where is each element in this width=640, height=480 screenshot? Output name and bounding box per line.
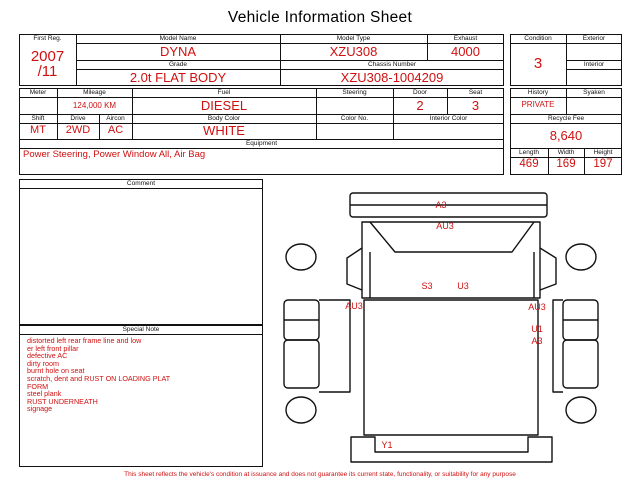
mark-front-top: A3	[435, 200, 447, 210]
shift-label: Shift	[31, 115, 45, 122]
equipment-value: Power Steering, Power Window All, Air Bag	[23, 149, 206, 160]
comment-box	[19, 179, 263, 325]
condition-label: Condition	[524, 35, 552, 42]
grade-label: Grade	[168, 61, 188, 68]
exhaust-value: 4000	[451, 44, 480, 59]
model-type-value: XZU308	[329, 44, 378, 59]
special-note-line: scratch, dent and RUST ON LOADING PLAT	[27, 374, 171, 383]
fuel-label: Fuel	[217, 89, 231, 96]
sheet-title: Vehicle Information Sheet	[227, 9, 413, 26]
history-value: PRIVATE	[521, 100, 555, 109]
condition-value: 3	[533, 55, 543, 72]
left-mirror	[347, 248, 362, 290]
special-note-line: dirty room	[27, 358, 59, 368]
special-note-line: distorted left rear frame line and low	[27, 336, 142, 345]
width-label: Width	[557, 149, 575, 156]
door-label: Door	[412, 89, 428, 96]
mark-right-side-3: A3	[531, 336, 543, 346]
left-side-rear-panel	[284, 340, 319, 388]
meter-label: Meter	[29, 89, 47, 96]
mark-cab-mid-left: S3	[421, 281, 433, 291]
length-value: 469	[519, 158, 539, 170]
truck-damage-diagram	[266, 178, 636, 470]
height-value: 197	[593, 158, 613, 170]
interior-label: Interior	[583, 61, 605, 68]
mark-right-side-1: AU3	[528, 302, 546, 312]
door-value: 2	[416, 98, 424, 113]
special-note-line: signage	[27, 404, 53, 414]
right-mirror	[540, 248, 556, 290]
model-name-value: DYNA	[159, 44, 197, 59]
shift-value: MT	[30, 124, 46, 136]
height-label: Height	[593, 149, 613, 156]
seat-label: Seat	[468, 89, 483, 96]
front-right-wheel	[566, 244, 596, 270]
mark-right-side-2: U1	[531, 324, 543, 334]
drive-label: Drive	[70, 115, 86, 122]
model-type-label: Model Type	[336, 35, 371, 42]
seat-value: 3	[471, 98, 480, 113]
mileage-label: Mileage	[83, 89, 106, 96]
comment-label: Comment	[126, 180, 156, 187]
first-reg-month: /11	[37, 63, 58, 80]
color-no-label: Color No.	[340, 115, 369, 122]
exterior-label: Exterior	[582, 35, 606, 42]
special-note-line: er left front pillar	[27, 343, 79, 353]
width-value: 169	[556, 158, 576, 170]
first-reg-label: First Reg.	[33, 35, 62, 42]
history-label: History	[527, 89, 549, 96]
rear-left-wheel	[286, 397, 316, 423]
right-side-rear-panel	[563, 340, 598, 388]
recycle-fee-value: 8,640	[549, 128, 583, 143]
special-note-line: defective AC	[27, 351, 68, 361]
recycle-fee-label: Recycle Fee	[547, 115, 585, 122]
exhaust-label: Exhaust	[453, 35, 478, 42]
syaken-label: Syaken	[583, 89, 605, 96]
equipment-label: Equipment	[245, 140, 278, 147]
drive-value: 2WD	[65, 124, 91, 136]
disclaimer-footer: This sheet reflects the vehicle's condition at issuance and does not guarantee its current state, functionality, or suitability for any purpose	[124, 471, 516, 478]
mark-left-side: AU3	[345, 301, 363, 311]
front-left-wheel	[286, 244, 316, 270]
cargo-bed-outline	[364, 300, 538, 435]
rear-right-wheel	[566, 397, 596, 423]
steering-label: Steering	[342, 89, 367, 96]
chassis-number-label: Chassis Number	[367, 61, 417, 68]
model-name-label: Model Name	[159, 35, 197, 42]
left-bed-edge	[319, 300, 350, 392]
right-bed-edge	[553, 300, 563, 392]
special-note-line: FORM	[27, 381, 49, 391]
special-note-label: Special Note	[122, 326, 160, 333]
cab-outline	[362, 222, 540, 298]
mark-cab-mid-right: U3	[457, 281, 469, 291]
aircon-value: AC	[107, 124, 124, 136]
body-color-value: WHITE	[203, 123, 245, 138]
body-color-label: Body Color	[207, 115, 241, 122]
aircon-label: Aircon	[106, 115, 125, 122]
fuel-value: DIESEL	[200, 98, 248, 113]
length-label: Length	[519, 149, 539, 156]
first-reg-year: 2007	[30, 48, 65, 65]
interior-color-label: Interior Color	[429, 115, 468, 122]
special-note-line: steel plank	[27, 389, 62, 399]
special-note-line: RUST UNDERNEATH	[27, 396, 98, 406]
mileage-value: 124,000 KM	[72, 101, 117, 110]
mark-windshield: AU3	[436, 221, 454, 231]
special-note-line: burnt hole on seat	[27, 366, 85, 376]
chassis-number-value: XZU308-1004209	[340, 70, 444, 85]
mark-rear: Y1	[381, 440, 393, 450]
grade-value: 2.0t FLAT BODY	[129, 70, 227, 85]
